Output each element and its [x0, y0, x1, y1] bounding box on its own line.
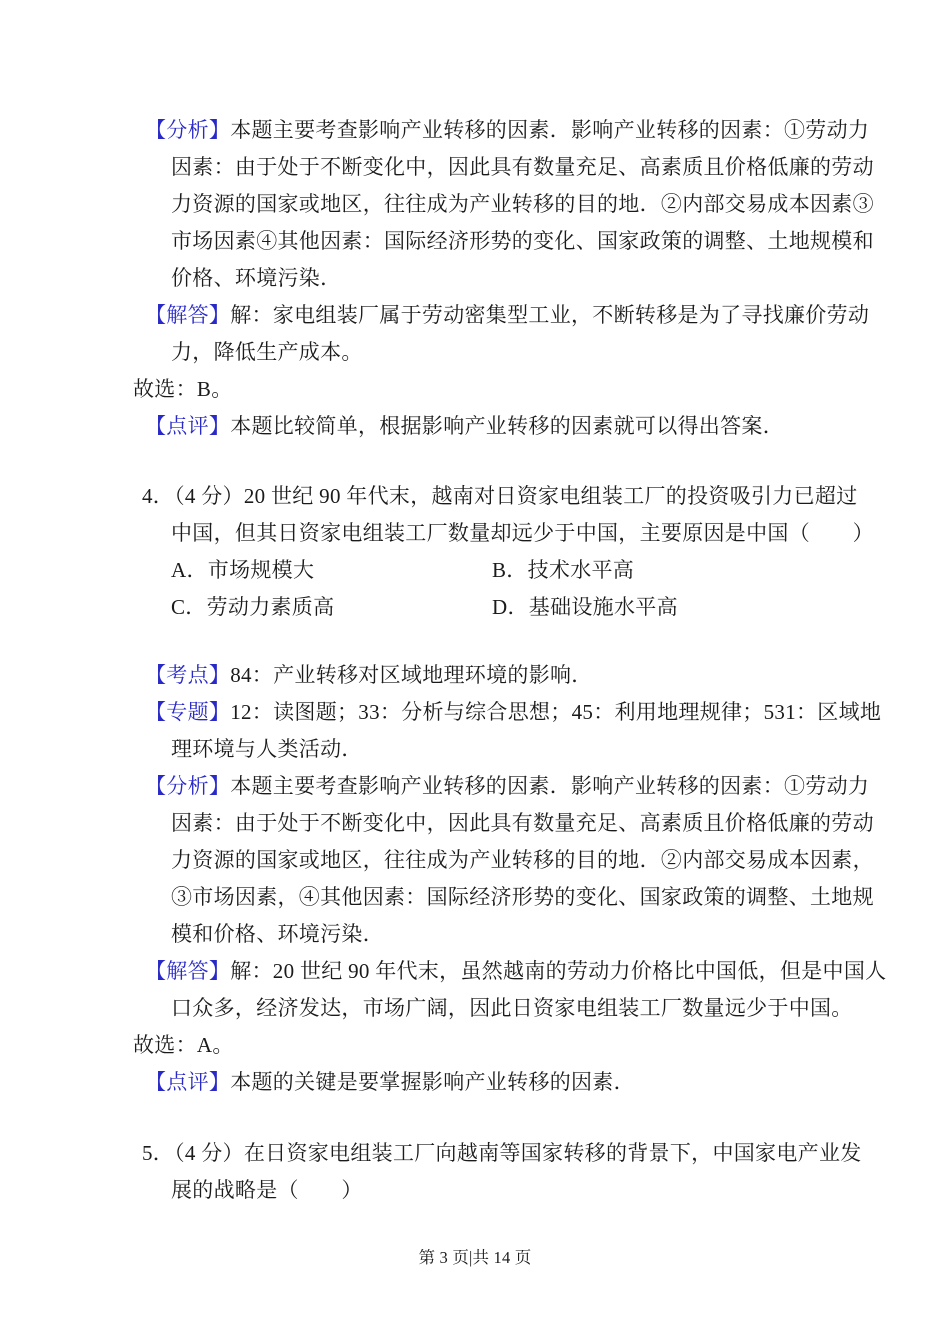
solution-line: 力，降低生产成本。 — [171, 340, 363, 364]
option-a-q4: A．市场规模大 — [171, 558, 315, 582]
solution-line: 口众多，经济发达，市场广阔，因此日资家电组装工厂数量远少于中国。 — [171, 996, 853, 1020]
question-5-number: 5． — [142, 1141, 175, 1165]
option-row — [133, 552, 833, 589]
analysis-block-q3 — [133, 112, 874, 297]
analysis-line: 模和价格、环境污染． — [171, 922, 384, 946]
zhuanti-first-line — [133, 694, 882, 731]
solution-block-q3 — [133, 297, 870, 371]
question-5-line: 展的战略是（ ） — [171, 1178, 363, 1202]
solution-block-q4 — [133, 953, 887, 1027]
blank-line — [133, 445, 833, 478]
solution-first-line — [133, 297, 870, 334]
question-4-number: 4． — [142, 484, 175, 508]
comment-text: 本题的关键是要掌握影响产业转移的因素． — [230, 1070, 635, 1094]
analysis-block-q4 — [133, 768, 874, 953]
analysis-line: 市场因素④其他因素：国际经济形势的变化、国家政策的调整、土地规模和 — [171, 229, 874, 253]
zhuanti-line: 理环境与人类活动． — [171, 737, 363, 761]
option-d-q4: D．基础设施水平高 — [492, 595, 678, 619]
conclusion-q4: 故选：A。 — [133, 1033, 234, 1057]
zhuanti-text: 12：读图题；33：分析与综合思想；45：利用地理规律；531：区域地 — [230, 700, 882, 724]
question-4-first-line — [133, 478, 858, 515]
comment-text: 本题比较简单，根据影响产业转移的因素就可以得出答案． — [230, 414, 785, 438]
analysis-line: 因素：由于处于不断变化中，因此具有数量充足、高素质且价格低廉的劳动 — [171, 155, 874, 179]
question-5 — [133, 1135, 862, 1209]
analysis-label: 【分析】 — [145, 774, 231, 798]
analysis-line: ③市场因素，④其他因素：国际经济形势的变化、国家政策的调整、土地规 — [171, 885, 874, 909]
kaodian-label: 【考点】 — [145, 663, 231, 687]
question-4-line: 中国，但其日资家电组装工厂数量却远少于中国，主要原因是中国（ ） — [171, 521, 874, 545]
conclusion-q3: 故选：B。 — [133, 377, 233, 401]
analysis-label: 【分析】 — [145, 118, 231, 142]
option-c-q4: C．劳动力素质高 — [171, 595, 335, 619]
option-b-q4: B．技术水平高 — [492, 558, 635, 582]
question-4 — [133, 478, 874, 626]
comment-block-q3 — [133, 408, 833, 445]
blank-line — [133, 1101, 833, 1135]
analysis-line: 因素：由于处于不断变化中，因此具有数量充足、高素质且价格低廉的劳动 — [171, 811, 874, 835]
solution-text: 解：家电组装厂属于劳动密集型工业，不断转移是为了寻找廉价劳动 — [230, 303, 870, 327]
page-footer: 第 3 页|共 14 页 — [418, 1248, 532, 1267]
kaodian-text: 84：产业转移对区域地理环境的影响． — [230, 663, 593, 687]
solution-label: 【解答】 — [145, 959, 231, 983]
solution-first-line — [133, 953, 887, 990]
document-content — [133, 112, 887, 1209]
question-5-first-line — [133, 1135, 862, 1172]
blank-line — [133, 626, 833, 657]
analysis-first-line — [133, 112, 870, 149]
comment-block-q4 — [133, 1064, 833, 1101]
analysis-line: 力资源的国家或地区，往往成为产业转移的目的地．②内部交易成本因素， — [171, 848, 874, 872]
solution-text: 解：20 世纪 90 年代末，虽然越南的劳动力价格比中国低，但是中国人 — [230, 959, 887, 983]
option-row — [133, 589, 833, 626]
analysis-first-line — [133, 768, 870, 805]
analysis-line: 价格、环境污染． — [171, 266, 342, 290]
zhuanti-block-q4 — [133, 694, 882, 768]
solution-label: 【解答】 — [145, 303, 231, 327]
question-5-text: （4 分）在日资家电组装工厂向越南等国家转移的背景下，中国家电产业发 — [174, 1141, 862, 1165]
question-4-text: （4 分）20 世纪 90 年代末，越南对日资家电组装工厂的投资吸引力已超过 — [174, 484, 858, 508]
analysis-text: 本题主要考查影响产业转移的因素．影响产业转移的因素：①劳动力 — [230, 118, 870, 142]
kaodian-block-q4 — [133, 657, 833, 694]
comment-label: 【点评】 — [145, 414, 231, 438]
analysis-text: 本题主要考查影响产业转移的因素．影响产业转移的因素：①劳动力 — [230, 774, 870, 798]
analysis-line: 力资源的国家或地区，往往成为产业转移的目的地．②内部交易成本因素③ — [171, 192, 874, 216]
zhuanti-label: 【专题】 — [145, 700, 231, 724]
comment-label: 【点评】 — [145, 1070, 231, 1094]
